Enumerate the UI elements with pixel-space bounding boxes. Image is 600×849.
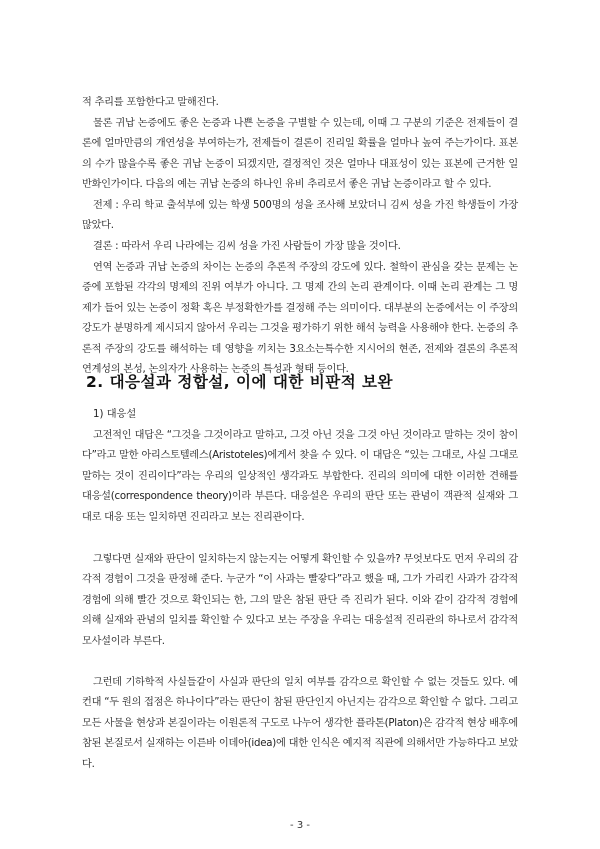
body-paragraph-inductive-criteria: 물론 귀납 논증에도 좋은 논증과 나쁜 논증을 구별할 수 있는데, 이때 그 구분의 기준은 전제들이 결론에 얼마만큼의 개연성을 부여하는가, 전제들이 결론이 진리일 확률을 얼마나 높여 주는가이다. 표본의 수가 많을수록 좋은 귀납 논증이 되겠지만, 결정적인 것은 얼마나 대표성이 있는 표본에 근거한 일반화인가이다. 다음의 예는 귀납 논증의 하나인 유비 추리로서 좋은 귀납 논증이라고 할 수 있다.	[82, 118, 518, 191]
body-paragraph-sensory-confirmation: 그렇다면 실재와 판단이 일치하는지 않는지는 어떻게 확인할 수 있을까? 무엇보다도 먼저 우리의 감각적 경험이 그것을 판정해 준다. 누군가 “이 사과는 빨갛다”라고 했을 때, 그가 가리킨 사과가 감각적 경험에 의해 빨간 것으로 확인되는 한, 그의 말은 참된 판단 즉 진리가 된다. 이와 같이 감각적 경험에 의해 실재와 관념의 일치를 확인할 수 있다고 보는 주장을 우리는 대응설적 진리관의 하나로서 감각적 모사설이라 부른다.	[82, 554, 518, 647]
section-heading: 2. 대응설과 정합설, 이에 대한 비판적 보완	[86, 373, 394, 391]
body-paragraph-premise: 전제 : 우리 학교 출석부에 있는 학생 500명의 성을 조사해 보았더니 김씨 성을 가진 학생들이 가장 많았다.	[82, 200, 518, 232]
body-paragraph-conclusion: 결론 : 따라서 우리 나라에는 김씨 성을 가진 사람들이 가장 많을 것이다.	[93, 241, 401, 252]
page-number: - 3 -	[290, 820, 310, 831]
body-paragraph-continuation: 적 추리를 포함한다고 말해진다.	[82, 97, 219, 108]
body-paragraph-classical-answer: 고전적인 대답은 “그것을 그것이라고 말하고, 그것 아닌 것을 그것 아닌 것이라고 말하는 것이 참이다”라고 말한 아리스토텔레스(Aristoteles)에게서 찾을 수 있다. 이 대답은 “있는 그대로, 사실 그대로 말하는 것이 진리이다”라는 우리의 일상적인 생각과도 부합한다. 진리의 의미에 대한 이러한 견해를 대응설(correspondence theory)이라 부른다. 대응설은 우리의 판단 또는 관념이 객관적 실재와 그대로 대응 또는 일치하면 진리라고 보는 진리관이다.	[82, 430, 518, 523]
subsection-heading: 1) 대응설	[93, 409, 137, 420]
body-paragraph-geometric-facts: 그런데 기하학적 사실들같이 사실과 판단의 일치 여부를 감각으로 확인할 수 없는 것들도 있다. 예컨대 “두 원의 접점은 하나이다”라는 판단이 참된 판단인지 아닌지는 감각으로 확인할 수 없다. 그리고 모든 사물을 현상과 본질이라는 이원론적 구도로 나누어 생각한 플라톤(Platon)은 감각적 현상 배후에 참된 본질로서 실재하는 이른바 이데아(idea)에 대한 인식은 예지적 직관에 의해서만 가능하다고 보았다.	[82, 677, 518, 770]
body-paragraph-deductive-vs-inductive: 연역 논증과 귀납 논증의 차이는 논증의 추론적 주장의 강도에 있다. 철학이 관심을 갖는 문제는 논증에 포함된 각각의 명제의 진위 여부가 아니다. 그 명제 간의 논리 관계이다. 이때 논리 관계는 그 명제가 들어 있는 논증이 정확 혹은 부정확한가를 결정해 주는 의미이다. 대부분의 논증에서는 이 주장의 강도가 분명하게 제시되지 않아서 우리는 그것을 평가하기 위한 해석 능력을 사용해야 한다. 논증의 추론적 주장의 강도를 해석하는 데 영향을 끼치는 3요소는특수한 지시어의 현존, 전제와 결론의 추론적 연계성의 본성, 논의자가 사용하는 논증의 특성과 형태 등이다.	[82, 262, 518, 376]
